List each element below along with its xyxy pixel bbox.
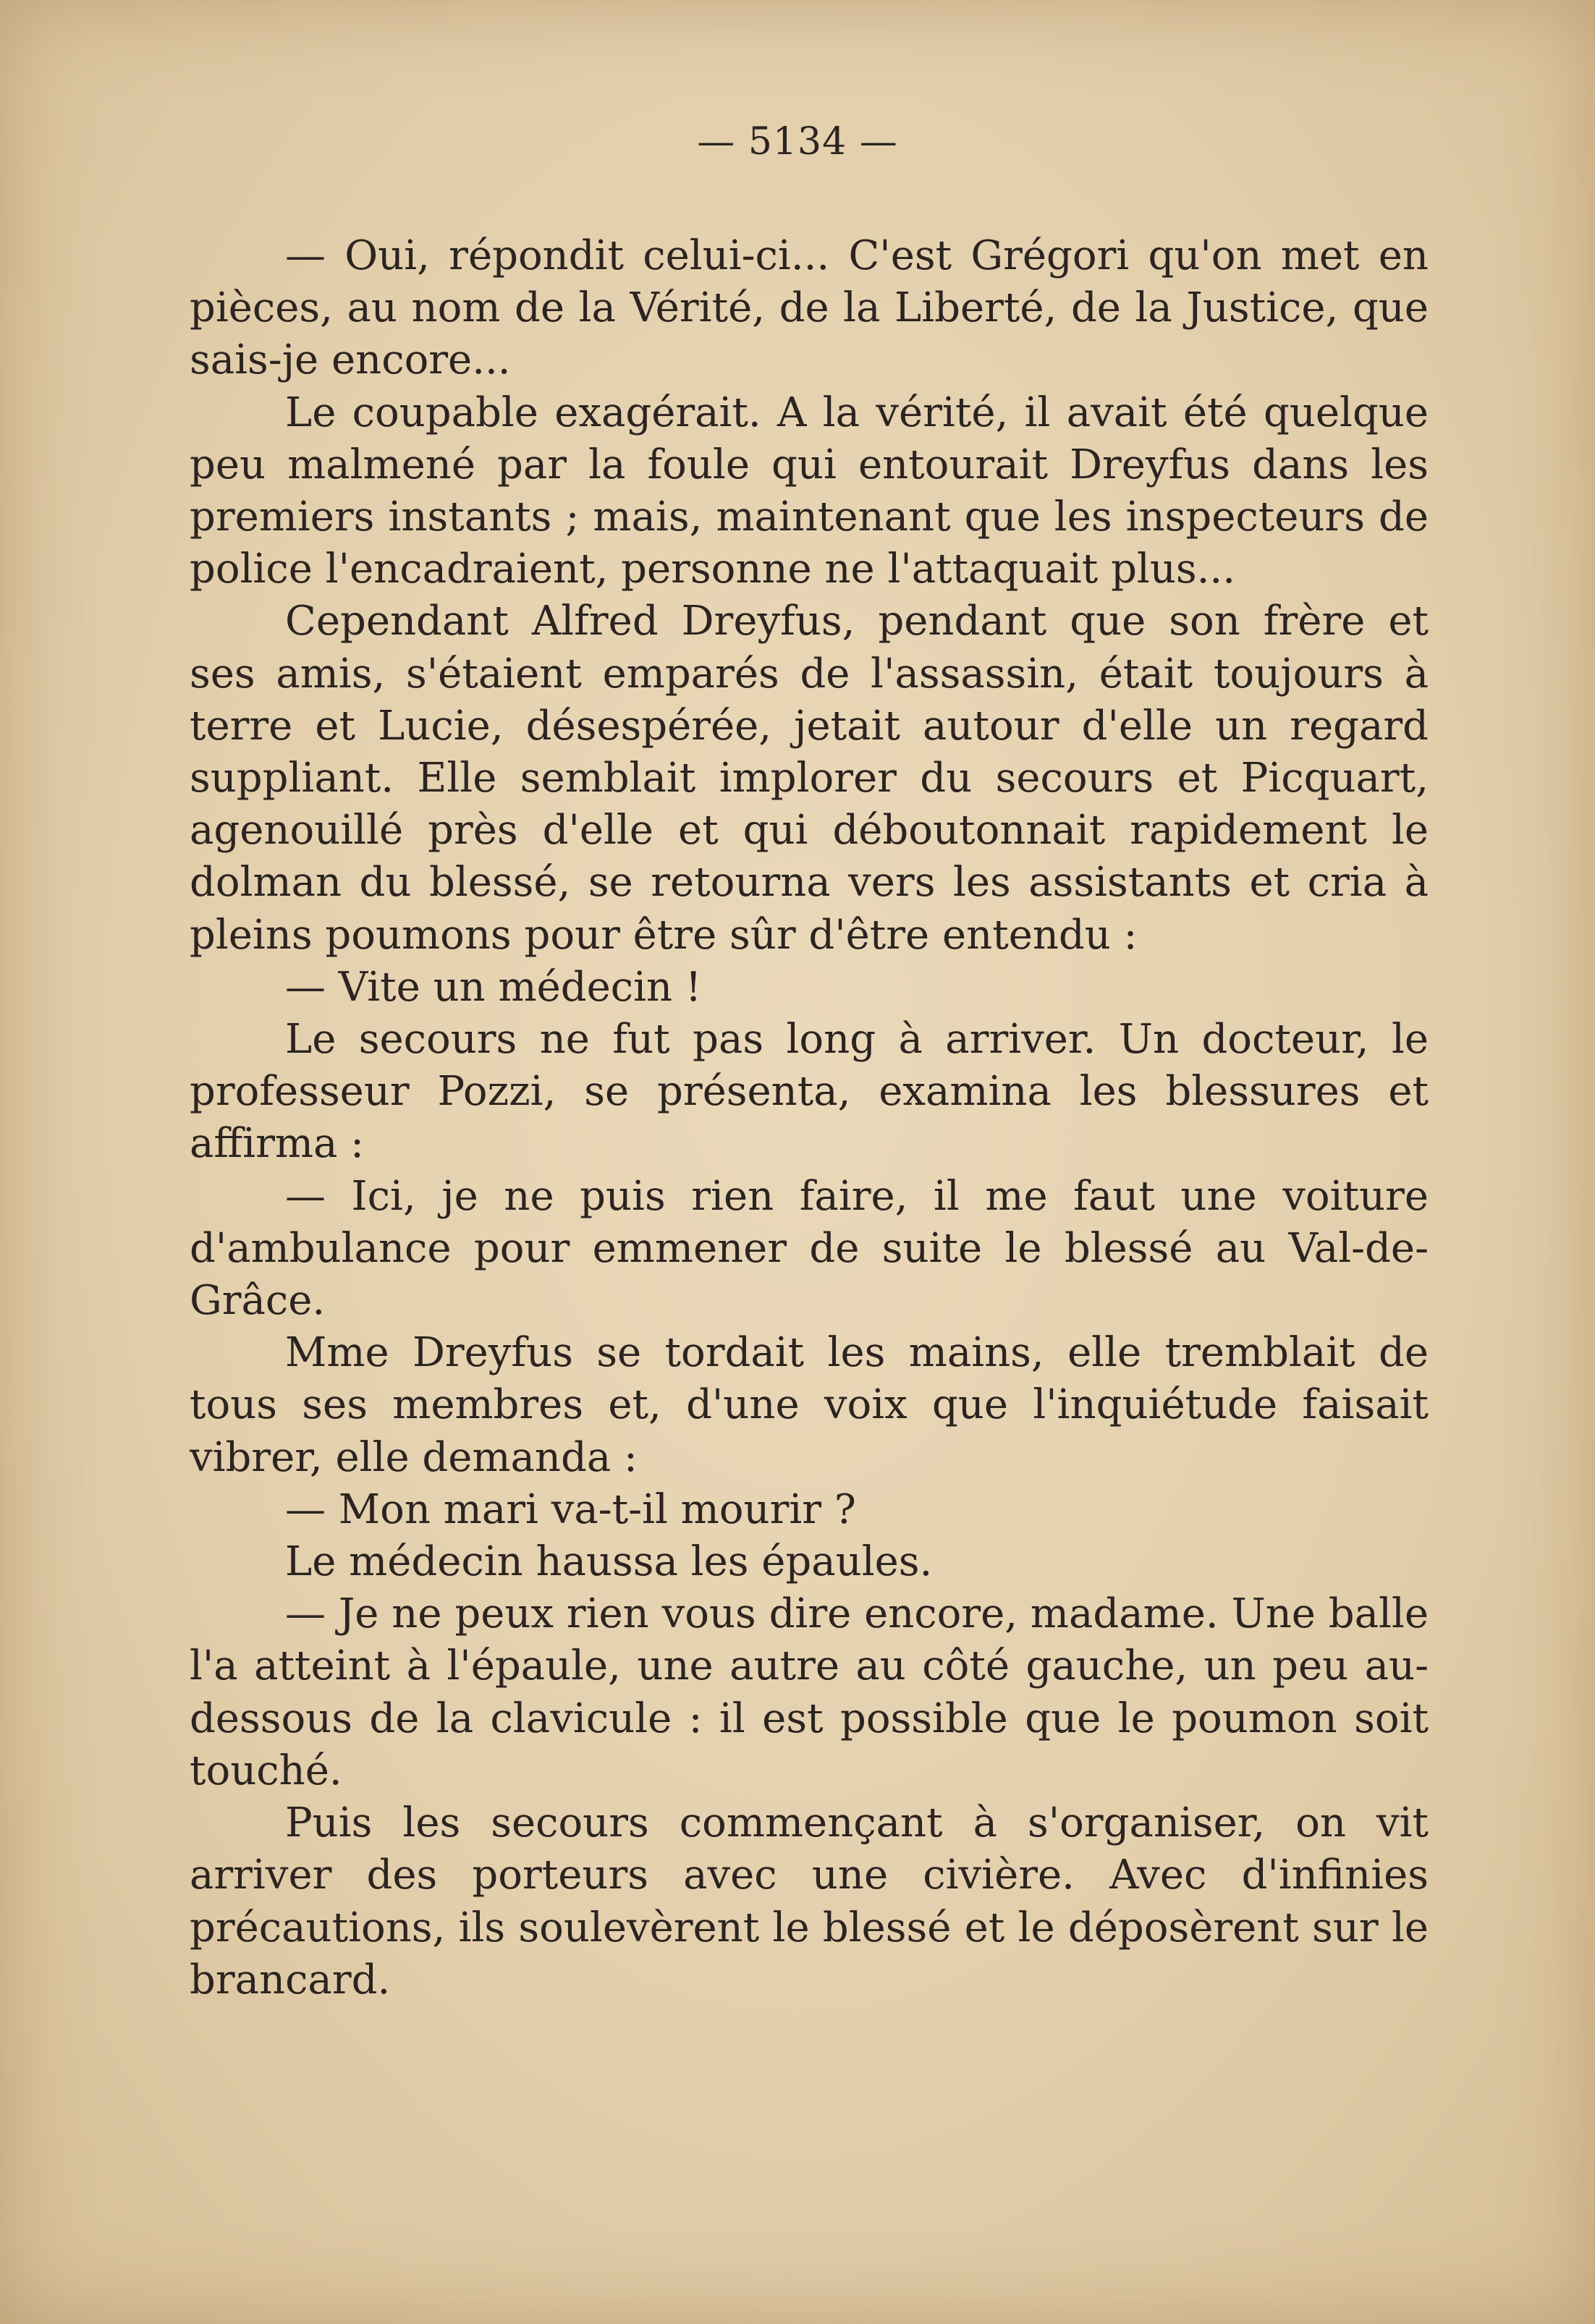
paragraph: — Je ne peux rien vous dire encore, madame. Une balle l'a atteint à l'épaule, une autre au côté gauche, un peu au-dessous de la clavicule : il est possible que le poumon soit touché. bbox=[190, 1590, 1429, 1794]
paragraph: Cependant Alfred Dreyfus, pendant que son frère et ses amis, s'étaient emparés de l'assassin, était toujours à terre et Lucie, désespérée, jetait autour d'elle un regard suppliant. Elle semblait implorer du secours et Picquart, agenouillé près d'elle et qui déboutonnait rapidement le dolman du blessé, se retourna vers les assistants et cria à pleins poumons pour être sûr d'être entendu : bbox=[190, 598, 1429, 959]
page-number: — 5134 — bbox=[697, 120, 898, 164]
paragraph: Puis les secours commençant à s'organiser, on vit arriver des porteurs avec une civière. Avec d'infinies précautions, ils soulevèrent le blessé et le déposèrent sur le brancard. bbox=[190, 1799, 1429, 2003]
page-body bbox=[190, 230, 1429, 2006]
paragraph: Le secours ne fut pas long à arriver. Un docteur, le professeur Pozzi, se présenta, examina les blessures et affirma : bbox=[190, 1016, 1429, 1168]
paragraph: — Ici, je ne puis rien faire, il me faut une voiture d'ambulance pour emmener de suite le blessé au Val-de-Grâce. bbox=[190, 1172, 1429, 1325]
paragraph: — Vite un médecin ! bbox=[285, 963, 702, 1011]
paragraph: Le médecin haussa les épaules. bbox=[285, 1538, 933, 1586]
paragraph: Le coupable exagérait. A la vérité, il avait été quelque peu malmené par la foule qui entourait Dreyfus dans les premiers instants ; mais, maintenant que les inspecteurs de police l'encadraient, personne ne l'attaquait plus... bbox=[190, 389, 1429, 593]
paragraph: — Oui, répondit celui-ci... C'est Grégori qu'on met en pièces, au nom de la Vérité, de la Liberté, de la Justice, que sais-je encore... bbox=[190, 232, 1429, 384]
paragraph: Mme Dreyfus se tordait les mains, elle tremblait de tous ses membres et, d'une voix que l'inquiétude faisait vibrer, elle demanda : bbox=[190, 1329, 1429, 1481]
paragraph: — Mon mari va-t-il mourir ? bbox=[285, 1485, 856, 1533]
